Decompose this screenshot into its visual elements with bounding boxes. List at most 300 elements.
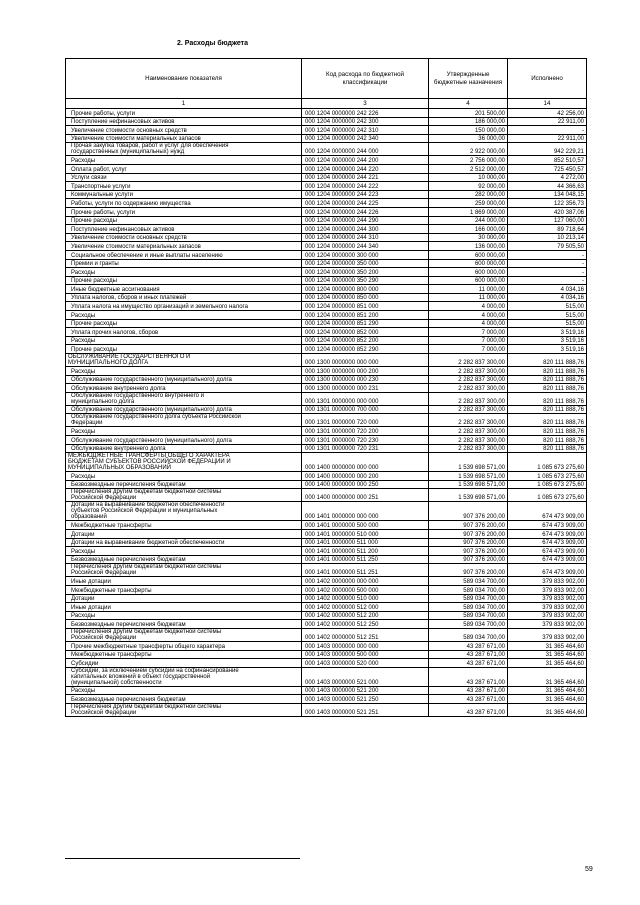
row-executed-cell: -	[508, 276, 587, 285]
row-name-cell: Расходы	[66, 311, 302, 320]
row-name-cell: Расходы	[66, 611, 302, 620]
row-executed-cell: 3 519,16	[508, 345, 587, 354]
row-code-cell: 000 1401 0000000 511 250	[302, 555, 429, 564]
table-row	[66, 109, 587, 118]
table-row	[66, 156, 587, 165]
row-name-cell: ОБСЛУЖИВАНИЕ ГОСУДАРСТВЕННОГО И МУНИЦИПАЛЬНОГО ДОЛГА	[66, 354, 302, 367]
row-executed-cell: 22 911,00	[508, 117, 587, 126]
row-approved-cell: 2 756 000,00	[429, 156, 508, 165]
table-row	[66, 276, 587, 285]
table-row	[66, 585, 587, 594]
row-executed-cell: 420 387,06	[508, 207, 587, 216]
row-code-cell: 000 1204 0000000 244 340	[302, 242, 429, 251]
row-code-cell: 000 1401 0000000 511 200	[302, 547, 429, 556]
table-row	[66, 354, 587, 367]
table-row	[66, 641, 587, 650]
table-row	[66, 336, 587, 345]
row-approved-cell: 7 000,00	[429, 328, 508, 337]
header-approved: Утвержденные бюджетные назначения	[429, 59, 508, 99]
row-name-cell: Услуги связи	[66, 173, 302, 182]
row-code-cell: 000 1204 0000000 350 290	[302, 276, 429, 285]
row-executed-cell: 379 833 902,00	[508, 594, 587, 603]
table-row	[66, 328, 587, 337]
row-approved-cell: 244 000,00	[429, 216, 508, 225]
row-code-cell: 000 1400 0000000 000 250	[302, 480, 429, 489]
row-name-cell: Прочие работы, услуги	[66, 207, 302, 216]
row-approved-cell: 1 539 698 571,00	[429, 453, 508, 472]
row-approved-cell: 43 287 671,00	[429, 695, 508, 704]
row-name-cell: Увеличение стоимости основных средств	[66, 126, 302, 135]
row-name-cell: Межбюджетные трансферты	[66, 650, 302, 659]
row-name-cell: Транспортные услуги	[66, 182, 302, 191]
table-row	[66, 182, 587, 191]
table-row	[66, 703, 587, 716]
row-name-cell: Оплата работ, услуг	[66, 164, 302, 173]
table-row	[66, 667, 587, 686]
row-approved-cell: 2 282 837 300,00	[429, 367, 508, 376]
table-row	[66, 259, 587, 268]
row-approved-cell: 30 000,00	[429, 233, 508, 242]
row-approved-cell: 907 376 200,00	[429, 502, 508, 521]
row-name-cell: Коммунальные услуги	[66, 190, 302, 199]
row-executed-cell: 379 833 902,00	[508, 611, 587, 620]
row-code-cell: 000 1300 0000000 000 231	[302, 384, 429, 393]
row-code-cell: 000 1402 0000000 512 250	[302, 620, 429, 629]
table-row	[66, 126, 587, 135]
row-approved-cell: 589 034 700,00	[429, 603, 508, 612]
header-name: Наименование показателя	[66, 59, 302, 99]
row-executed-cell: 22 911,00	[508, 134, 587, 143]
row-code-cell: 000 1401 0000000 500 000	[302, 521, 429, 530]
row-executed-cell: 44 366,63	[508, 182, 587, 191]
row-approved-cell: 589 034 700,00	[429, 594, 508, 603]
row-approved-cell: 7 000,00	[429, 345, 508, 354]
row-name-cell: Дотации	[66, 529, 302, 538]
table-row	[66, 216, 587, 225]
row-name-cell: Работы, услуги по содержанию имущества	[66, 199, 302, 208]
table-row	[66, 436, 587, 445]
row-code-cell: 000 1204 0000000 242 340	[302, 134, 429, 143]
table-row	[66, 628, 587, 641]
table-row	[66, 173, 587, 182]
row-executed-cell: 820 111 888,76	[508, 444, 587, 453]
row-code-cell: 000 1403 0000000 521 000	[302, 667, 429, 686]
row-name-cell: Прочие расходы	[66, 319, 302, 328]
table-row	[66, 502, 587, 521]
row-approved-cell: 907 376 200,00	[429, 547, 508, 556]
row-code-cell: 000 1402 0000000 512 200	[302, 611, 429, 620]
row-code-cell: 000 1204 0000000 244 225	[302, 199, 429, 208]
row-executed-cell: 674 473 909,00	[508, 538, 587, 547]
row-executed-cell: 515,00	[508, 302, 587, 311]
row-executed-cell: 31 365 464,60	[508, 659, 587, 668]
row-name-cell: Субсидии	[66, 659, 302, 668]
row-executed-cell: 1 085 673 275,60	[508, 472, 587, 481]
row-approved-cell: 36 000,00	[429, 134, 508, 143]
row-code-cell: 000 1204 0000000 852 000	[302, 328, 429, 337]
row-approved-cell: 186 000,00	[429, 117, 508, 126]
table-row	[66, 392, 587, 405]
table-row	[66, 650, 587, 659]
row-code-cell: 000 1403 0000000 000 000	[302, 641, 429, 650]
table-row	[66, 453, 587, 472]
row-code-cell: 000 1402 0000000 512 251	[302, 628, 429, 641]
row-approved-cell: 1 869 000,00	[429, 207, 508, 216]
row-approved-cell: 10 000,00	[429, 173, 508, 182]
row-approved-cell: 2 282 837 300,00	[429, 436, 508, 445]
table-row	[66, 480, 587, 489]
row-executed-cell: 820 111 888,76	[508, 427, 587, 436]
row-name-cell: Прочая закупка товаров, работ и услуг для обеспечения государственных (муниципальных) нужд	[66, 143, 302, 156]
row-code-cell: 000 1204 0000000 244 223	[302, 190, 429, 199]
row-executed-cell: 674 473 909,00	[508, 529, 587, 538]
table-row	[66, 233, 587, 242]
table-row	[66, 472, 587, 481]
row-approved-cell: 1 539 698 571,00	[429, 472, 508, 481]
row-name-cell: Иные дотации	[66, 603, 302, 612]
row-executed-cell: 31 365 464,60	[508, 703, 587, 716]
row-approved-cell: 907 376 200,00	[429, 521, 508, 530]
row-approved-cell: 166 000,00	[429, 225, 508, 234]
row-executed-cell: 134 048,15	[508, 190, 587, 199]
row-code-cell: 000 1403 0000000 521 200	[302, 686, 429, 695]
row-name-cell: Уплата налога на имущество организаций и земельного налога	[66, 302, 302, 311]
row-code-cell: 000 1402 0000000 510 000	[302, 594, 429, 603]
table-row	[66, 345, 587, 354]
row-approved-cell: 589 034 700,00	[429, 577, 508, 586]
row-executed-cell: 31 365 464,60	[508, 650, 587, 659]
row-approved-cell: 11 000,00	[429, 285, 508, 294]
row-code-cell: 000 1401 0000000 511 000	[302, 538, 429, 547]
row-code-cell: 000 1204 0000000 350 200	[302, 268, 429, 277]
row-executed-cell: 3 519,16	[508, 328, 587, 337]
row-code-cell: 000 1403 0000000 500 000	[302, 650, 429, 659]
table-row	[66, 405, 587, 414]
row-approved-cell: 136 000,00	[429, 242, 508, 251]
row-code-cell: 000 1402 0000000 500 000	[302, 585, 429, 594]
row-executed-cell: 4 034,16	[508, 285, 587, 294]
table-row	[66, 555, 587, 564]
row-name-cell: Расходы	[66, 336, 302, 345]
row-name-cell: Безвозмездные перечисления бюджетам	[66, 555, 302, 564]
row-code-cell: 000 1204 0000000 242 226	[302, 109, 429, 118]
row-name-cell: Обслуживание внутреннего долга	[66, 384, 302, 393]
table-row	[66, 134, 587, 143]
row-name-cell: Безвозмездные перечисления бюджетам	[66, 480, 302, 489]
row-name-cell: Иные бюджетные ассигнования	[66, 285, 302, 294]
row-code-cell: 000 1204 0000000 244 221	[302, 173, 429, 182]
row-code-cell: 000 1301 0000000 700 000	[302, 405, 429, 414]
row-code-cell: 000 1204 0000000 242 300	[302, 117, 429, 126]
row-code-cell: 000 1204 0000000 242 310	[302, 126, 429, 135]
row-approved-cell: 907 376 200,00	[429, 538, 508, 547]
row-approved-cell: 2 282 837 300,00	[429, 405, 508, 414]
row-executed-cell: 31 365 464,60	[508, 686, 587, 695]
table-row	[66, 414, 587, 427]
row-name-cell: Прочие работы, услуги	[66, 109, 302, 118]
table-row	[66, 620, 587, 629]
row-code-cell: 000 1403 0000000 521 251	[302, 703, 429, 716]
row-name-cell: Поступление нефинансовых активов	[66, 225, 302, 234]
row-name-cell: Обслуживание государственного (муниципального) долга	[66, 375, 302, 384]
row-name-cell: Расходы	[66, 367, 302, 376]
footer-rule	[65, 858, 300, 859]
row-code-cell: 000 1204 0000000 851 200	[302, 311, 429, 320]
header-executed: Исполнено	[508, 59, 587, 99]
row-code-cell: 000 1204 0000000 244 000	[302, 143, 429, 156]
row-executed-cell: 1 085 673 275,60	[508, 453, 587, 472]
row-name-cell: Обслуживание внутреннего долга	[66, 444, 302, 453]
row-approved-cell: 1 539 698 571,00	[429, 480, 508, 489]
row-name-cell: Увеличение стоимости основных средств	[66, 233, 302, 242]
row-approved-cell: 2 282 837 300,00	[429, 384, 508, 393]
table-row	[66, 250, 587, 259]
row-executed-cell: -	[508, 250, 587, 259]
table-row	[66, 225, 587, 234]
row-executed-cell: 852 510,57	[508, 156, 587, 165]
row-name-cell: Перечисления другим бюджетам бюджетной системы Российской Федерации	[66, 703, 302, 716]
row-code-cell: 000 1300 0000000 000 230	[302, 375, 429, 384]
row-executed-cell: 820 111 888,76	[508, 384, 587, 393]
row-executed-cell: 725 450,57	[508, 164, 587, 173]
table-row	[66, 293, 587, 302]
table-row	[66, 164, 587, 173]
row-executed-cell: -	[508, 126, 587, 135]
row-executed-cell: 515,00	[508, 311, 587, 320]
table-row	[66, 319, 587, 328]
row-code-cell: 000 1402 0000000 512 000	[302, 603, 429, 612]
row-code-cell: 000 1400 0000000 000 200	[302, 472, 429, 481]
table-row	[66, 521, 587, 530]
row-executed-cell: 674 473 909,00	[508, 502, 587, 521]
row-name-cell: Прочие межбюджетные трансферты общего характера	[66, 641, 302, 650]
row-executed-cell: 1 085 673 275,60	[508, 480, 587, 489]
row-name-cell: Межбюджетные трансферты	[66, 521, 302, 530]
row-code-cell: 000 1400 0000000 000 251	[302, 489, 429, 502]
row-approved-cell: 907 376 200,00	[429, 529, 508, 538]
row-approved-cell: 1 539 698 571,00	[429, 489, 508, 502]
row-code-cell: 000 1204 0000000 244 310	[302, 233, 429, 242]
row-approved-cell: 43 287 671,00	[429, 703, 508, 716]
row-executed-cell: 674 473 909,00	[508, 547, 587, 556]
table-row	[66, 564, 587, 577]
row-executed-cell: 4 272,00	[508, 173, 587, 182]
row-executed-cell: 122 356,73	[508, 199, 587, 208]
row-name-cell: Уплата прочих налогов, сборов	[66, 328, 302, 337]
row-approved-cell: 589 034 700,00	[429, 585, 508, 594]
row-name-cell: Расходы	[66, 427, 302, 436]
row-code-cell: 000 1401 0000000 510 000	[302, 529, 429, 538]
row-name-cell: Увеличение стоимости материальных запасов	[66, 242, 302, 251]
row-executed-cell: 1 085 673 275,60	[508, 489, 587, 502]
row-executed-cell: 515,00	[508, 319, 587, 328]
row-name-cell: Прочие расходы	[66, 345, 302, 354]
row-approved-cell: 2 282 837 300,00	[429, 392, 508, 405]
row-executed-cell: 674 473 909,00	[508, 564, 587, 577]
row-name-cell: Дотации на выравнивание бюджетной обеспеченности субъектов Российской Федерации и муниципальных образований	[66, 502, 302, 521]
row-name-cell: Дотации	[66, 594, 302, 603]
row-approved-cell: 150 000,00	[429, 126, 508, 135]
row-approved-cell: 2 282 837 300,00	[429, 354, 508, 367]
row-name-cell: Обслуживание государственного внутреннего и муниципального долга	[66, 392, 302, 405]
row-approved-cell: 2 282 837 300,00	[429, 427, 508, 436]
row-executed-cell: 379 833 902,00	[508, 585, 587, 594]
table-row	[66, 384, 587, 393]
row-name-cell: Безвозмездные перечисления бюджетам	[66, 695, 302, 704]
table-row	[66, 190, 587, 199]
section-title: 2. Расходы бюджета	[177, 40, 248, 47]
row-code-cell: 000 1204 0000000 851 290	[302, 319, 429, 328]
table-row	[66, 529, 587, 538]
table-row	[66, 577, 587, 586]
row-name-cell: Расходы	[66, 686, 302, 695]
row-code-cell: 000 1204 0000000 244 200	[302, 156, 429, 165]
row-code-cell: 000 1204 0000000 852 200	[302, 336, 429, 345]
row-executed-cell: 820 111 888,76	[508, 405, 587, 414]
row-code-cell: 000 1204 0000000 850 000	[302, 293, 429, 302]
table-row	[66, 285, 587, 294]
row-executed-cell: 89 718,64	[508, 225, 587, 234]
row-executed-cell: 379 833 902,00	[508, 620, 587, 629]
row-name-cell: Расходы	[66, 547, 302, 556]
row-name-cell: Расходы	[66, 268, 302, 277]
row-code-cell: 000 1204 0000000 244 290	[302, 216, 429, 225]
col-number-1: 1	[66, 99, 302, 109]
row-name-cell: Перечисления другим бюджетам бюджетной системы Российской Федерации	[66, 628, 302, 641]
row-approved-cell: 589 034 700,00	[429, 628, 508, 641]
row-approved-cell: 600 000,00	[429, 250, 508, 259]
row-code-cell: 000 1400 0000000 000 000	[302, 453, 429, 472]
table-row	[66, 686, 587, 695]
row-executed-cell: 31 365 464,60	[508, 641, 587, 650]
table-row	[66, 268, 587, 277]
row-name-cell: Прочие расходы	[66, 216, 302, 225]
page-number: 59	[585, 866, 593, 873]
row-code-cell: 000 1401 0000000 000 000	[302, 502, 429, 521]
row-approved-cell: 2 282 837 300,00	[429, 414, 508, 427]
table-row	[66, 594, 587, 603]
row-code-cell: 000 1401 0000000 511 251	[302, 564, 429, 577]
row-code-cell: 000 1204 0000000 852 290	[302, 345, 429, 354]
row-approved-cell: 259 000,00	[429, 199, 508, 208]
row-name-cell: Прочие расходы	[66, 276, 302, 285]
row-name-cell: Уплата налогов, сборов и иных платежей	[66, 293, 302, 302]
row-name-cell: Обслуживание государственного долга субъекта Российской Федерации	[66, 414, 302, 427]
table-row	[66, 199, 587, 208]
row-executed-cell: 379 833 902,00	[508, 603, 587, 612]
row-executed-cell: 127 060,00	[508, 216, 587, 225]
table-row	[66, 367, 587, 376]
table-row	[66, 611, 587, 620]
col-number-14: 14	[508, 99, 587, 109]
table-row	[66, 659, 587, 668]
row-executed-cell: 4 034,16	[508, 293, 587, 302]
row-code-cell: 000 1204 0000000 851 000	[302, 302, 429, 311]
row-code-cell: 000 1403 0000000 520 000	[302, 659, 429, 668]
row-executed-cell: -	[508, 268, 587, 277]
row-approved-cell: 907 376 200,00	[429, 564, 508, 577]
row-code-cell: 000 1403 0000000 521 250	[302, 695, 429, 704]
row-code-cell: 000 1301 0000000 720 200	[302, 427, 429, 436]
row-code-cell: 000 1300 0000000 000 200	[302, 367, 429, 376]
table-row	[66, 117, 587, 126]
table-row	[66, 695, 587, 704]
row-code-cell: 000 1402 0000000 000 000	[302, 577, 429, 586]
row-name-cell: Субсидии, за исключением субсидий на софинансирование капитальных вложений в объект государственной (муниципальной) собственности	[66, 667, 302, 686]
row-approved-cell: 2 282 837 300,00	[429, 375, 508, 384]
row-name-cell: Поступление нефинансовых активов	[66, 117, 302, 126]
row-code-cell: 000 1204 0000000 244 226	[302, 207, 429, 216]
row-code-cell: 000 1301 0000000 720 000	[302, 414, 429, 427]
row-executed-cell: -	[508, 259, 587, 268]
row-executed-cell: 820 111 888,76	[508, 354, 587, 367]
row-approved-cell: 4 000,00	[429, 319, 508, 328]
budget-expenses-table	[65, 58, 587, 717]
row-executed-cell: 42 256,00	[508, 109, 587, 118]
row-name-cell: Обслуживание государственного (муниципального) долга	[66, 405, 302, 414]
col-number-4: 4	[429, 99, 508, 109]
row-executed-cell: 31 365 464,60	[508, 695, 587, 704]
table-row	[66, 489, 587, 502]
row-name-cell: Безвозмездные перечисления бюджетам	[66, 620, 302, 629]
table-row	[66, 538, 587, 547]
row-approved-cell: 2 282 837 300,00	[429, 444, 508, 453]
row-approved-cell: 2 922 000,00	[429, 143, 508, 156]
row-name-cell: Расходы	[66, 472, 302, 481]
row-name-cell: Межбюджетные трансферты	[66, 585, 302, 594]
row-approved-cell: 282 000,00	[429, 190, 508, 199]
row-name-cell: МЕЖБЮДЖЕТНЫЕ ТРАНСФЕРТЫ ОБЩЕГО ХАРАКТЕРА БЮДЖЕТАМ СУБЪЕКТОВ РОССИЙСКОЙ ФЕДЕРАЦИИ И МУНИЦИПАЛЬНЫХ ОБРАЗОВАНИЙ	[66, 453, 302, 472]
row-approved-cell: 589 034 700,00	[429, 611, 508, 620]
table-body	[66, 109, 587, 717]
row-executed-cell: 379 833 902,00	[508, 577, 587, 586]
row-name-cell: Премии и гранты	[66, 259, 302, 268]
table-row	[66, 143, 587, 156]
row-code-cell: 000 1204 0000000 800 000	[302, 285, 429, 294]
table-row	[66, 207, 587, 216]
header-code: Код расхода по бюджетной классификации	[302, 59, 429, 99]
table-row	[66, 375, 587, 384]
row-approved-cell: 4 000,00	[429, 302, 508, 311]
row-approved-cell: 600 000,00	[429, 259, 508, 268]
row-executed-cell: 79 505,50	[508, 242, 587, 251]
row-name-cell: Иные дотации	[66, 577, 302, 586]
row-approved-cell: 7 000,00	[429, 336, 508, 345]
table-row	[66, 547, 587, 556]
table-row	[66, 311, 587, 320]
row-approved-cell: 600 000,00	[429, 268, 508, 277]
table-row	[66, 603, 587, 612]
row-executed-cell: 820 111 888,76	[508, 367, 587, 376]
table-row	[66, 242, 587, 251]
row-approved-cell: 907 376 200,00	[429, 555, 508, 564]
row-approved-cell: 4 000,00	[429, 311, 508, 320]
row-executed-cell: 820 111 888,76	[508, 392, 587, 405]
row-approved-cell: 43 287 671,00	[429, 650, 508, 659]
row-name-cell: Увеличение стоимости материальных запасов	[66, 134, 302, 143]
row-approved-cell: 92 000,00	[429, 182, 508, 191]
row-executed-cell: 10 213,14	[508, 233, 587, 242]
row-approved-cell: 201 500,00	[429, 109, 508, 118]
row-name-cell: Расходы	[66, 156, 302, 165]
row-approved-cell: 589 034 700,00	[429, 620, 508, 629]
col-number-3: 3	[302, 99, 429, 109]
row-executed-cell: 674 473 909,00	[508, 521, 587, 530]
row-name-cell: Дотации на выравнивание бюджетной обеспеченности	[66, 538, 302, 547]
table-row	[66, 427, 587, 436]
row-code-cell: 000 1301 0000000 720 231	[302, 444, 429, 453]
table-row	[66, 302, 587, 311]
